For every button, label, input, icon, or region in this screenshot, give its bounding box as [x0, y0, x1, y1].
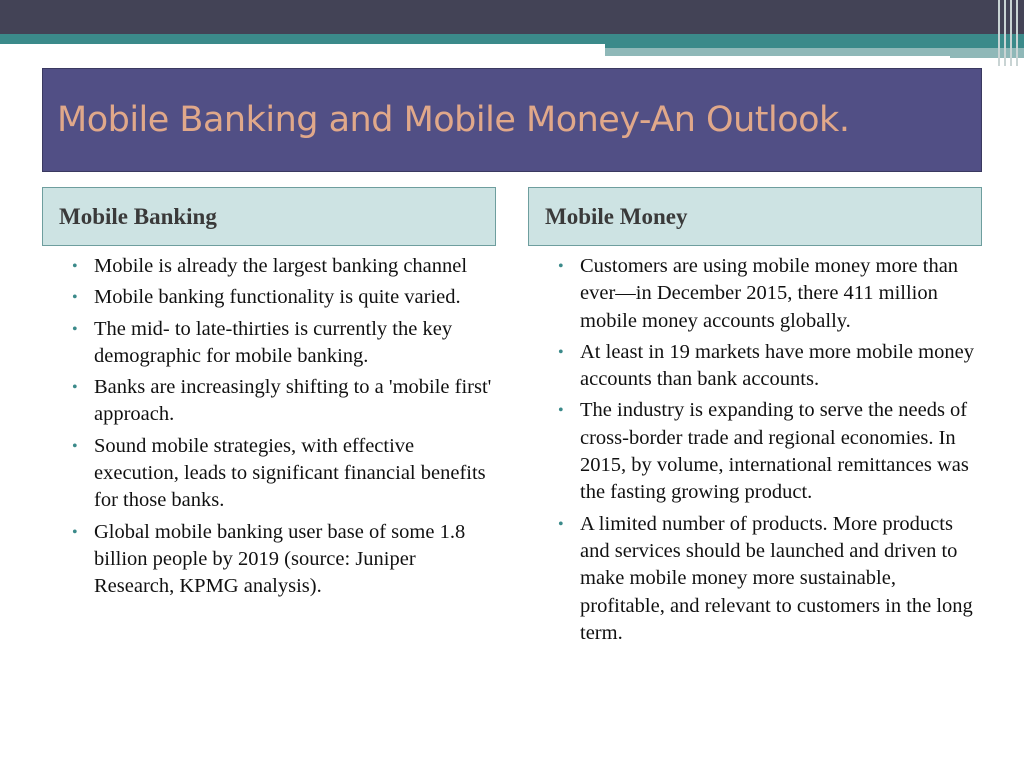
list-item: • The industry is expanding to serve the needs of cross-border trade and regional economies. In 2015, by volume, international remittances was the fasting growing product.	[544, 397, 980, 506]
list-item: • Sound mobile strategies, with effective execution, leads to significant financial benefits for those banks.	[58, 433, 494, 515]
mobile-banking-list	[58, 253, 494, 605]
list-item: • The mid- to late-thirties is currently the key demographic for mobile banking.	[58, 316, 494, 371]
corner-stripes	[994, 0, 1024, 66]
white-decor-bar	[0, 44, 605, 60]
list-item: • A limited number of products. More products and services should be launched and driven to make mobile money more sustainable, profitable, and relevant to customers in the long term.	[544, 511, 980, 647]
list-item: • Mobile is already the largest banking channel	[58, 253, 494, 280]
mobile-banking-heading: Mobile Banking	[59, 203, 217, 229]
thin-decor-line	[605, 56, 950, 59]
mobile-money-heading: Mobile Money	[545, 203, 688, 229]
title-banner	[42, 68, 982, 172]
slide-title: Mobile Banking and Mobile Money-An Outlook.	[57, 100, 850, 140]
list-item: • At least in 19 markets have more mobile money accounts than bank accounts.	[544, 339, 980, 394]
list-item: • Mobile banking functionality is quite varied.	[58, 284, 494, 311]
mobile-money-header	[528, 187, 982, 246]
list-item: • Banks are increasingly shifting to a 'mobile first' approach.	[58, 374, 494, 429]
mobile-money-list	[544, 253, 980, 651]
mobile-banking-header	[42, 187, 496, 246]
list-item: • Customers are using mobile money more than ever—in December 2015, there 411 million mobile money accounts globally.	[544, 253, 980, 335]
list-item: • Global mobile banking user base of some 1.8 billion people by 2019 (source: Juniper Research, KPMG analysis).	[58, 519, 494, 601]
top-decor-bar	[0, 0, 1024, 34]
